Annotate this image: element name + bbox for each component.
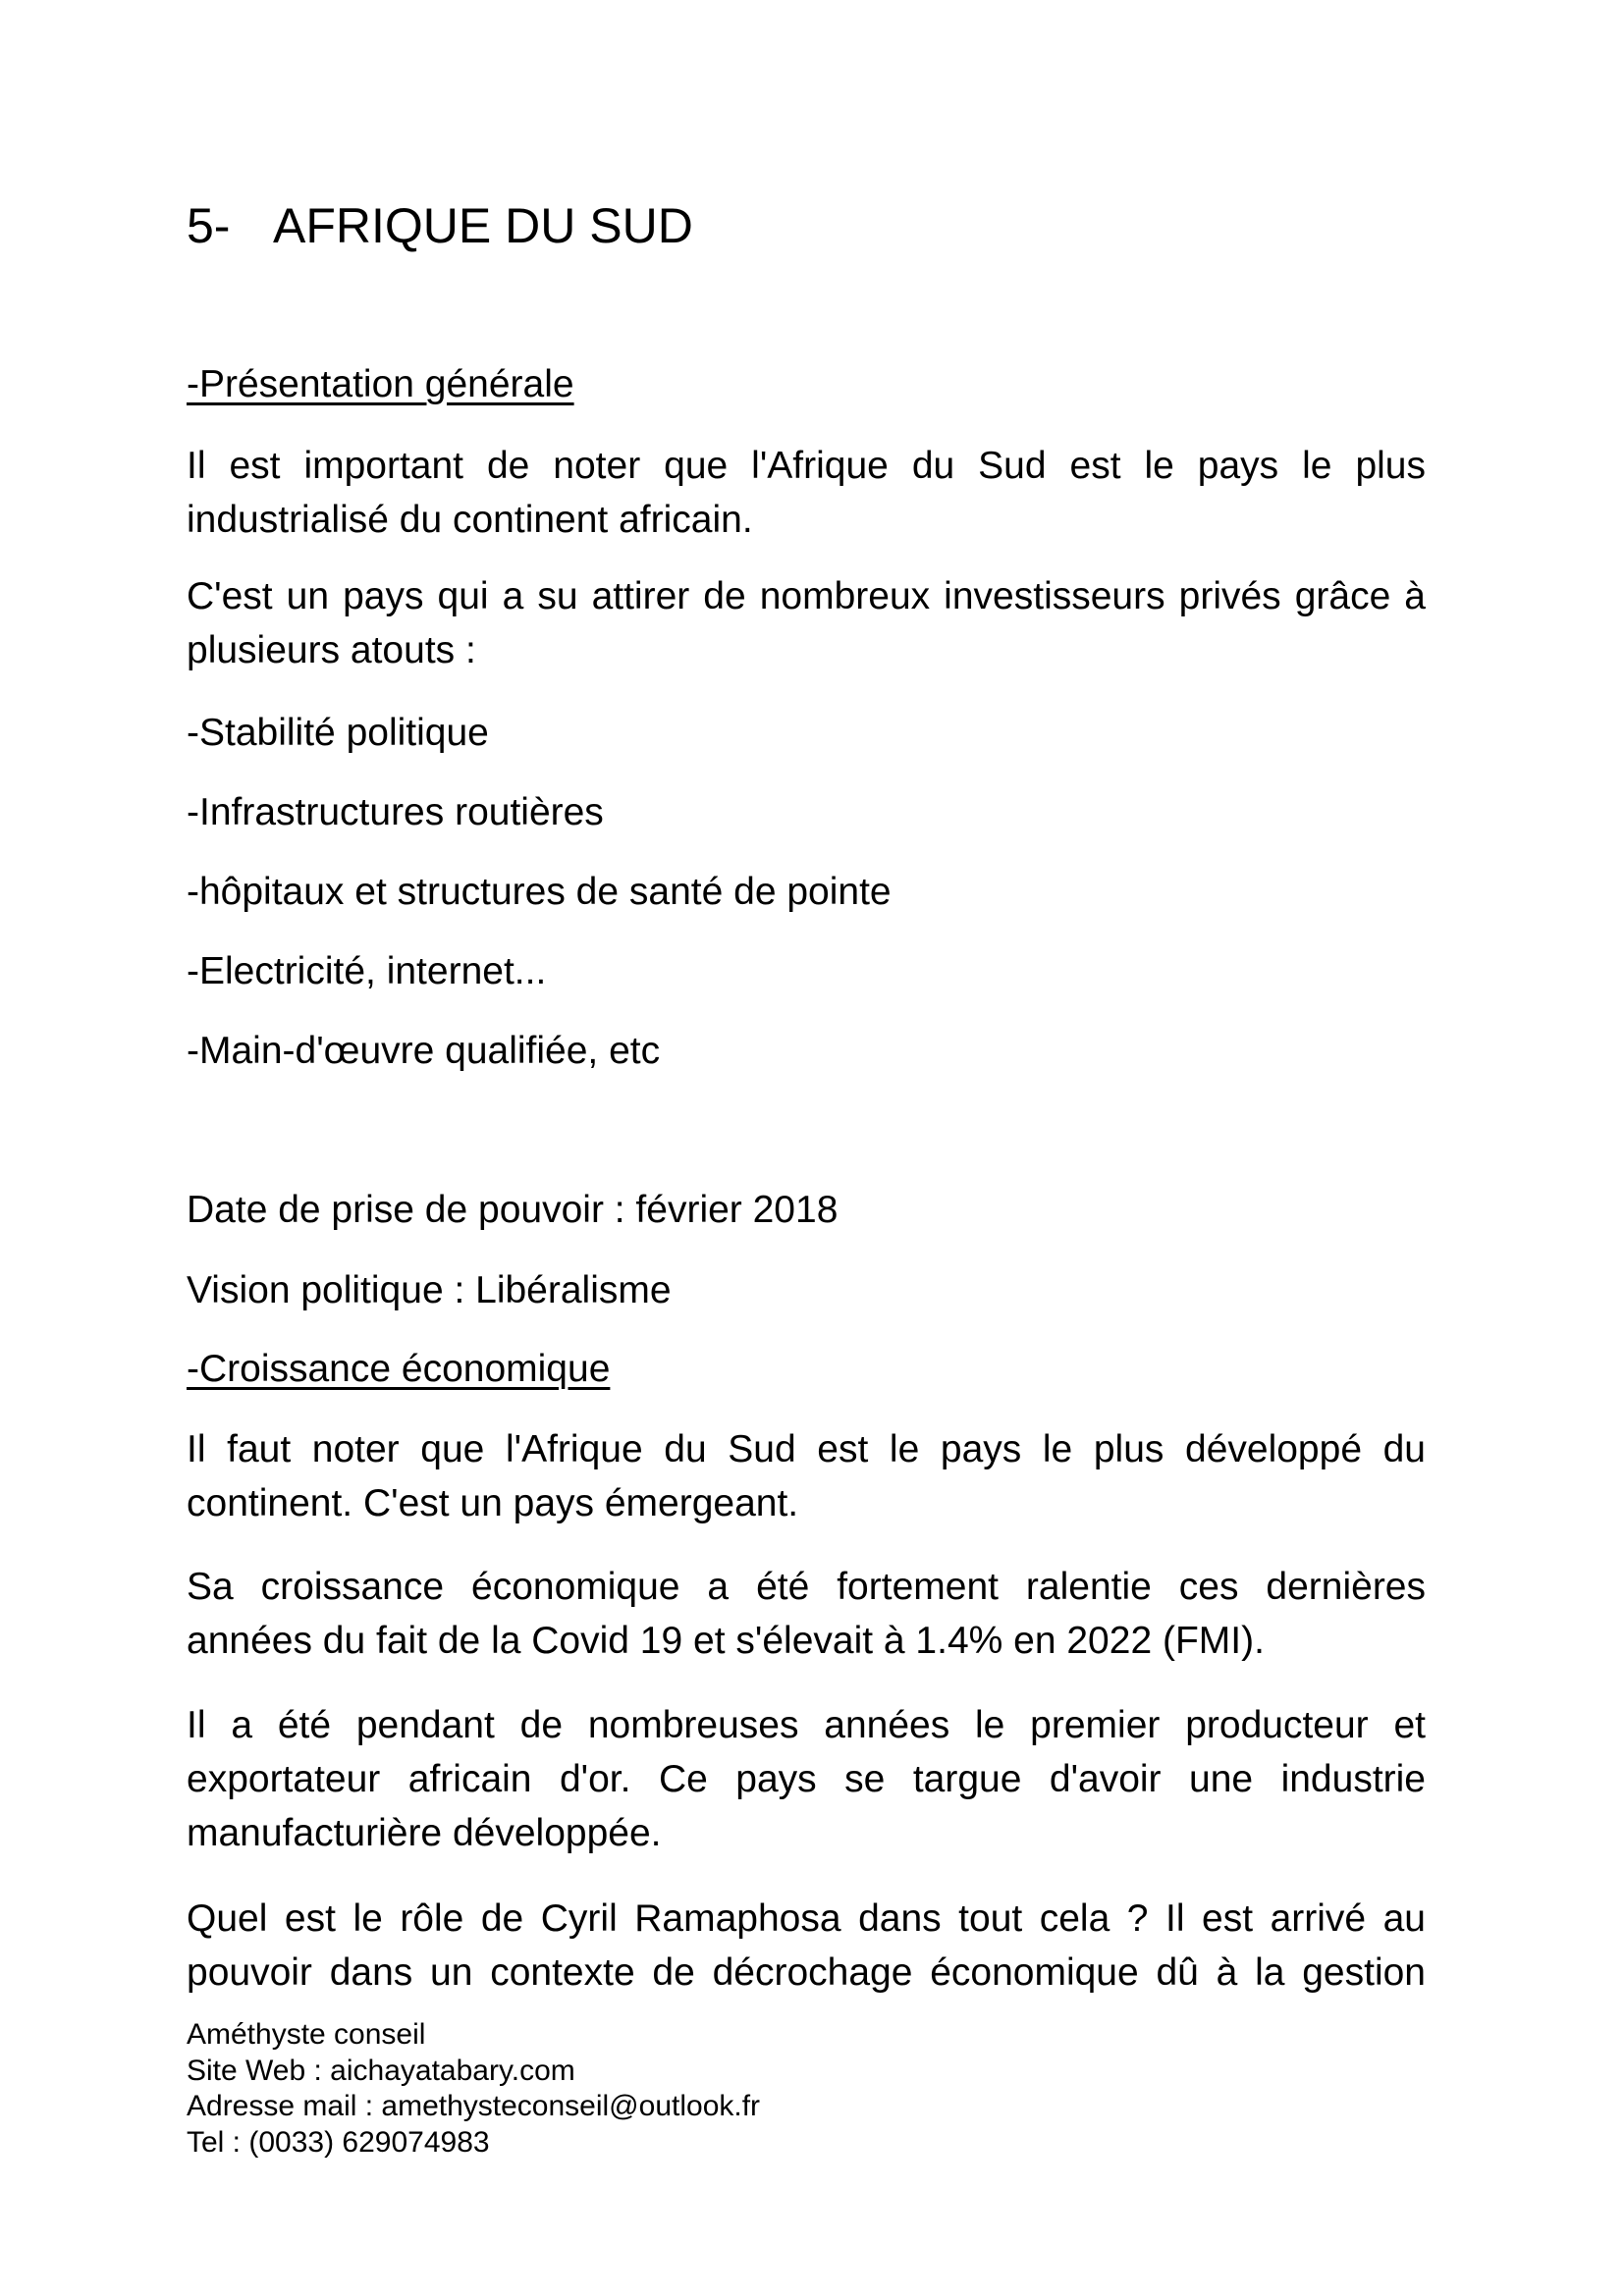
heading-number: 5- [187,198,231,253]
footer-website: Site Web : aichayatabary.com [187,2054,575,2087]
paragraph-croissance-1 [187,1422,1426,1530]
paragraph-line: manufacturière développée. [187,1812,662,1854]
paragraph-line: exportateur africain d'or. Ce pays se targue d'avoir une industrie [187,1758,1426,1800]
paragraph-presentation-1 [187,439,1426,547]
footer-company: Améthyste conseil [187,2018,426,2051]
paragraph-line: Il a été pendant de nombreuses années le premier producteur et [187,1704,1426,1746]
heading-text: AFRIQUE DU SUD [273,198,693,253]
page-title [187,196,1426,255]
page-footer [187,2017,1426,2161]
list-item: -Main-d'œuvre qualifiée, etc [187,1030,661,1072]
fact-date-prise-de-pouvoir: Date de prise de pouvoir : février 2018 [187,1189,839,1231]
list-item: -Infrastructures routières [187,791,604,833]
paragraph-line: Sa croissance économique a été fortement ralentie ces dernières [187,1566,1426,1608]
paragraph-line: plusieurs atouts : [187,629,476,671]
fact-vision-politique: Vision politique : Libéralisme [187,1269,672,1311]
paragraph-line: Il faut noter que l'Afrique du Sud est le pays le plus développé du [187,1428,1426,1470]
footer-email: Adresse mail : amethysteconseil@outlook.fr [187,2090,761,2122]
list-item: -hôpitaux et structures de santé de pointe [187,871,892,913]
paragraph-presentation-2 [187,569,1426,677]
section-heading-presentation-label: -Présentation générale [187,363,574,405]
section-heading-croissance [187,1342,1426,1396]
paragraph-croissance-2 [187,1560,1426,1668]
footer-phone: Tel : (0033) 629074983 [187,2125,490,2159]
atouts-list [187,693,1426,1091]
paragraph-line: continent. C'est un pays émergeant. [187,1482,799,1524]
paragraph-line: Il est important de noter que l'Afrique du Sud est le pays le plus [187,445,1426,487]
paragraph-line: années du fait de la Covid 19 et s'élevait à 1.4% en 2022 (FMI). [187,1620,1265,1662]
paragraph-line: industrialisé du continent africain. [187,499,753,541]
section-heading-croissance-label: -Croissance économique [187,1348,611,1390]
list-item: -Electricité, internet... [187,950,547,992]
paragraph-line: Quel est le rôle de Cyril Ramaphosa dans tout cela ? Il est arrivé au [187,1897,1426,1940]
section-heading-presentation [187,357,1426,411]
paragraph-croissance-3 [187,1698,1426,1860]
paragraph-croissance-4 [187,1892,1426,2000]
list-item: -Stabilité politique [187,712,489,754]
paragraph-line: pouvoir dans un contexte de décrochage économique dû à la gestion [187,1951,1426,1994]
paragraph-line: C'est un pays qui a su attirer de nombreux investisseurs privés grâce à [187,575,1426,617]
